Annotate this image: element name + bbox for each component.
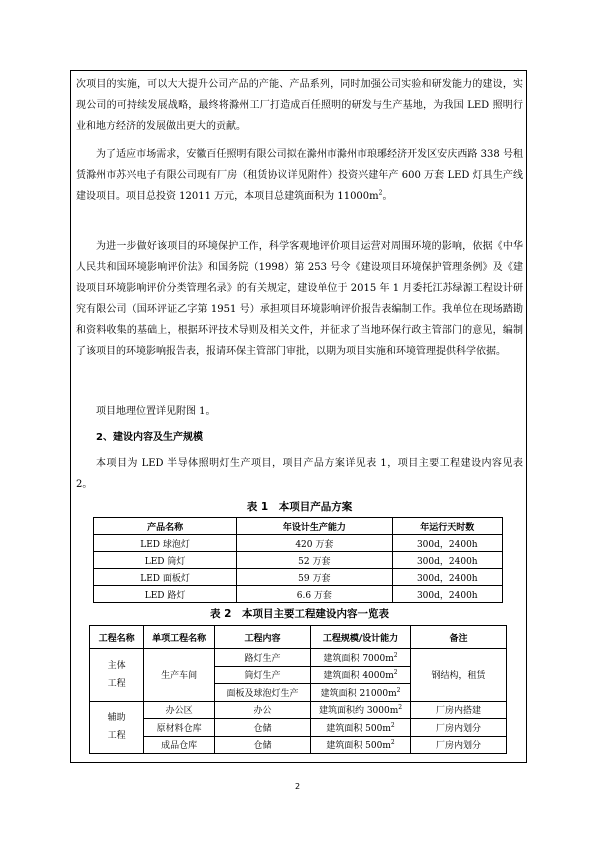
table-cell: 建筑面积 $21000m^2$ bbox=[310, 684, 410, 702]
table-cell: 仓储 bbox=[215, 719, 311, 737]
paragraph-project-overview: 为了适应市场需求，安徽百任照明有限公司拟在滁州市滁州市琅琊经济开发区安庆西路 338 号租赁滁州市苏兴电子有限公司现有厂房（租赁协议详见附件）投资兴建年产 600 万套 LED 灯具生产线建设项目。项目总投资 12011 万元，本项目总建筑面积为 $11000m^2$。 bbox=[76, 149, 523, 202]
table1-caption: 表 1 本项目产品方案 bbox=[246, 501, 353, 513]
table-cell: 300d，2400h bbox=[392, 535, 502, 552]
table-cell: 路灯生产 bbox=[215, 649, 311, 667]
column-header: 工程内容 bbox=[215, 626, 311, 649]
table-row bbox=[94, 535, 503, 552]
column-header: 年运行天时数 bbox=[392, 518, 502, 535]
table-cell: LED 面板灯 bbox=[94, 569, 237, 586]
table-cell: 59 万套 bbox=[237, 569, 392, 586]
table-cell: 厂房内划分 bbox=[411, 736, 507, 754]
table-row bbox=[90, 701, 507, 719]
table-row bbox=[90, 719, 507, 737]
table-cell: 办公区 bbox=[144, 701, 215, 719]
column-header: 单项工程名称 bbox=[144, 626, 215, 649]
page-number: 2 bbox=[294, 782, 301, 791]
table-cell: 面板及球泡灯生产 bbox=[215, 684, 311, 702]
table-header-row bbox=[94, 518, 503, 535]
table-header-row bbox=[90, 626, 507, 649]
table-row bbox=[94, 586, 503, 603]
table-cell: LED 球泡灯 bbox=[94, 535, 237, 552]
paragraph-eia-basis: 为进一步做好该项目的环境保护工作，科学客观地评价项目运营对周围环境的影响，依据《中华人民共和国环境影响评价法》和国务院（1998）第 253 号令《建设项目环境保护管理条例》及《建设项目环境影响评价分类管理名录》的有关规定，建设单位于 2015 年 1 月委托江苏绿源工程设计研究有限公司（国环评证乙字第 1951 号）承担项目环境影响评价报告表编制工作。我单位在现场踏勘和资料收集的基础上，根据环评技术导则及相关文件，并征求了当地环保行政主管部门的意见，编制了该项目的环境影响报告表，报请环保主管部门审批，以期为项目实施和环境管理提供科学依据。 bbox=[76, 241, 523, 357]
table-cell: 300d，2400h bbox=[392, 586, 502, 603]
column-header: 产品名称 bbox=[94, 518, 237, 535]
table-row bbox=[90, 736, 507, 754]
table2-caption: 表 2 本项目主要工程建设内容一览表 bbox=[210, 608, 389, 620]
table-cell: 成品仓库 bbox=[144, 736, 215, 754]
table-row bbox=[94, 569, 503, 586]
column-header: 备注 bbox=[411, 626, 507, 649]
table-cell: 建筑面积 $500m^2$ bbox=[310, 719, 410, 737]
section-heading: 2、建设内容及生产规模 bbox=[96, 432, 203, 443]
column-header: 工程名称 bbox=[90, 626, 144, 649]
table-cell: 生产车间 bbox=[144, 649, 215, 702]
table-cell: 建筑面积 $4000m^2$ bbox=[310, 666, 410, 684]
table-cell: 6.6 万套 bbox=[237, 586, 392, 603]
table-cell: 厂房内搭建 bbox=[411, 701, 507, 719]
construction-content-table bbox=[89, 625, 507, 754]
column-header: 工程规模/设计能力 bbox=[310, 626, 410, 649]
table-cell: 300d，2400h bbox=[392, 569, 502, 586]
group-cell: 主体 工程 bbox=[90, 649, 144, 702]
paragraph-intro-end: 次项目的实施，可以大大提升公司产品的产能、产品系列，同时加强公司实验和研发能力的建设，实现公司的可持续发展战略，最终将滁州工厂打造成百任照明的研发与生产基地，为我国 LED 照明行业和地方经济的发展做出更大的贡献。 bbox=[76, 79, 523, 132]
table-cell: 原材料仓库 bbox=[144, 719, 215, 737]
product-plan-table bbox=[93, 517, 503, 603]
table-cell: 建筑面积 $500m^2$ bbox=[310, 736, 410, 754]
table-cell: 仓储 bbox=[215, 736, 311, 754]
table-cell: 建筑面积 $7000m^2$ bbox=[310, 649, 410, 667]
table-row bbox=[94, 552, 503, 569]
table-row bbox=[90, 649, 507, 667]
column-header: 年设计生产能力 bbox=[237, 518, 392, 535]
group-cell: 辅助 工程 bbox=[90, 701, 144, 754]
paragraph-location: 项目地理位置详见附图 1。 bbox=[96, 406, 216, 417]
paragraph-construction: 本项目为 LED 半导体照明灯生产项目，项目产品方案详见表 1，项目主要工程建设内容见表 2。 bbox=[76, 458, 523, 490]
table-cell: 钢结构，租赁 bbox=[411, 649, 507, 702]
table-cell: 厂房内划分 bbox=[411, 719, 507, 737]
table-cell: 建筑面积约 $3000m^2$ bbox=[310, 701, 410, 719]
table-cell: LED 路灯 bbox=[94, 586, 237, 603]
table-cell: 300d，2400h bbox=[392, 552, 502, 569]
table-cell: 420 万套 bbox=[237, 535, 392, 552]
table-cell: LED 筒灯 bbox=[94, 552, 237, 569]
table-cell: 筒灯生产 bbox=[215, 666, 311, 684]
table-cell: 办公 bbox=[215, 701, 311, 719]
table-cell: 52 万套 bbox=[237, 552, 392, 569]
